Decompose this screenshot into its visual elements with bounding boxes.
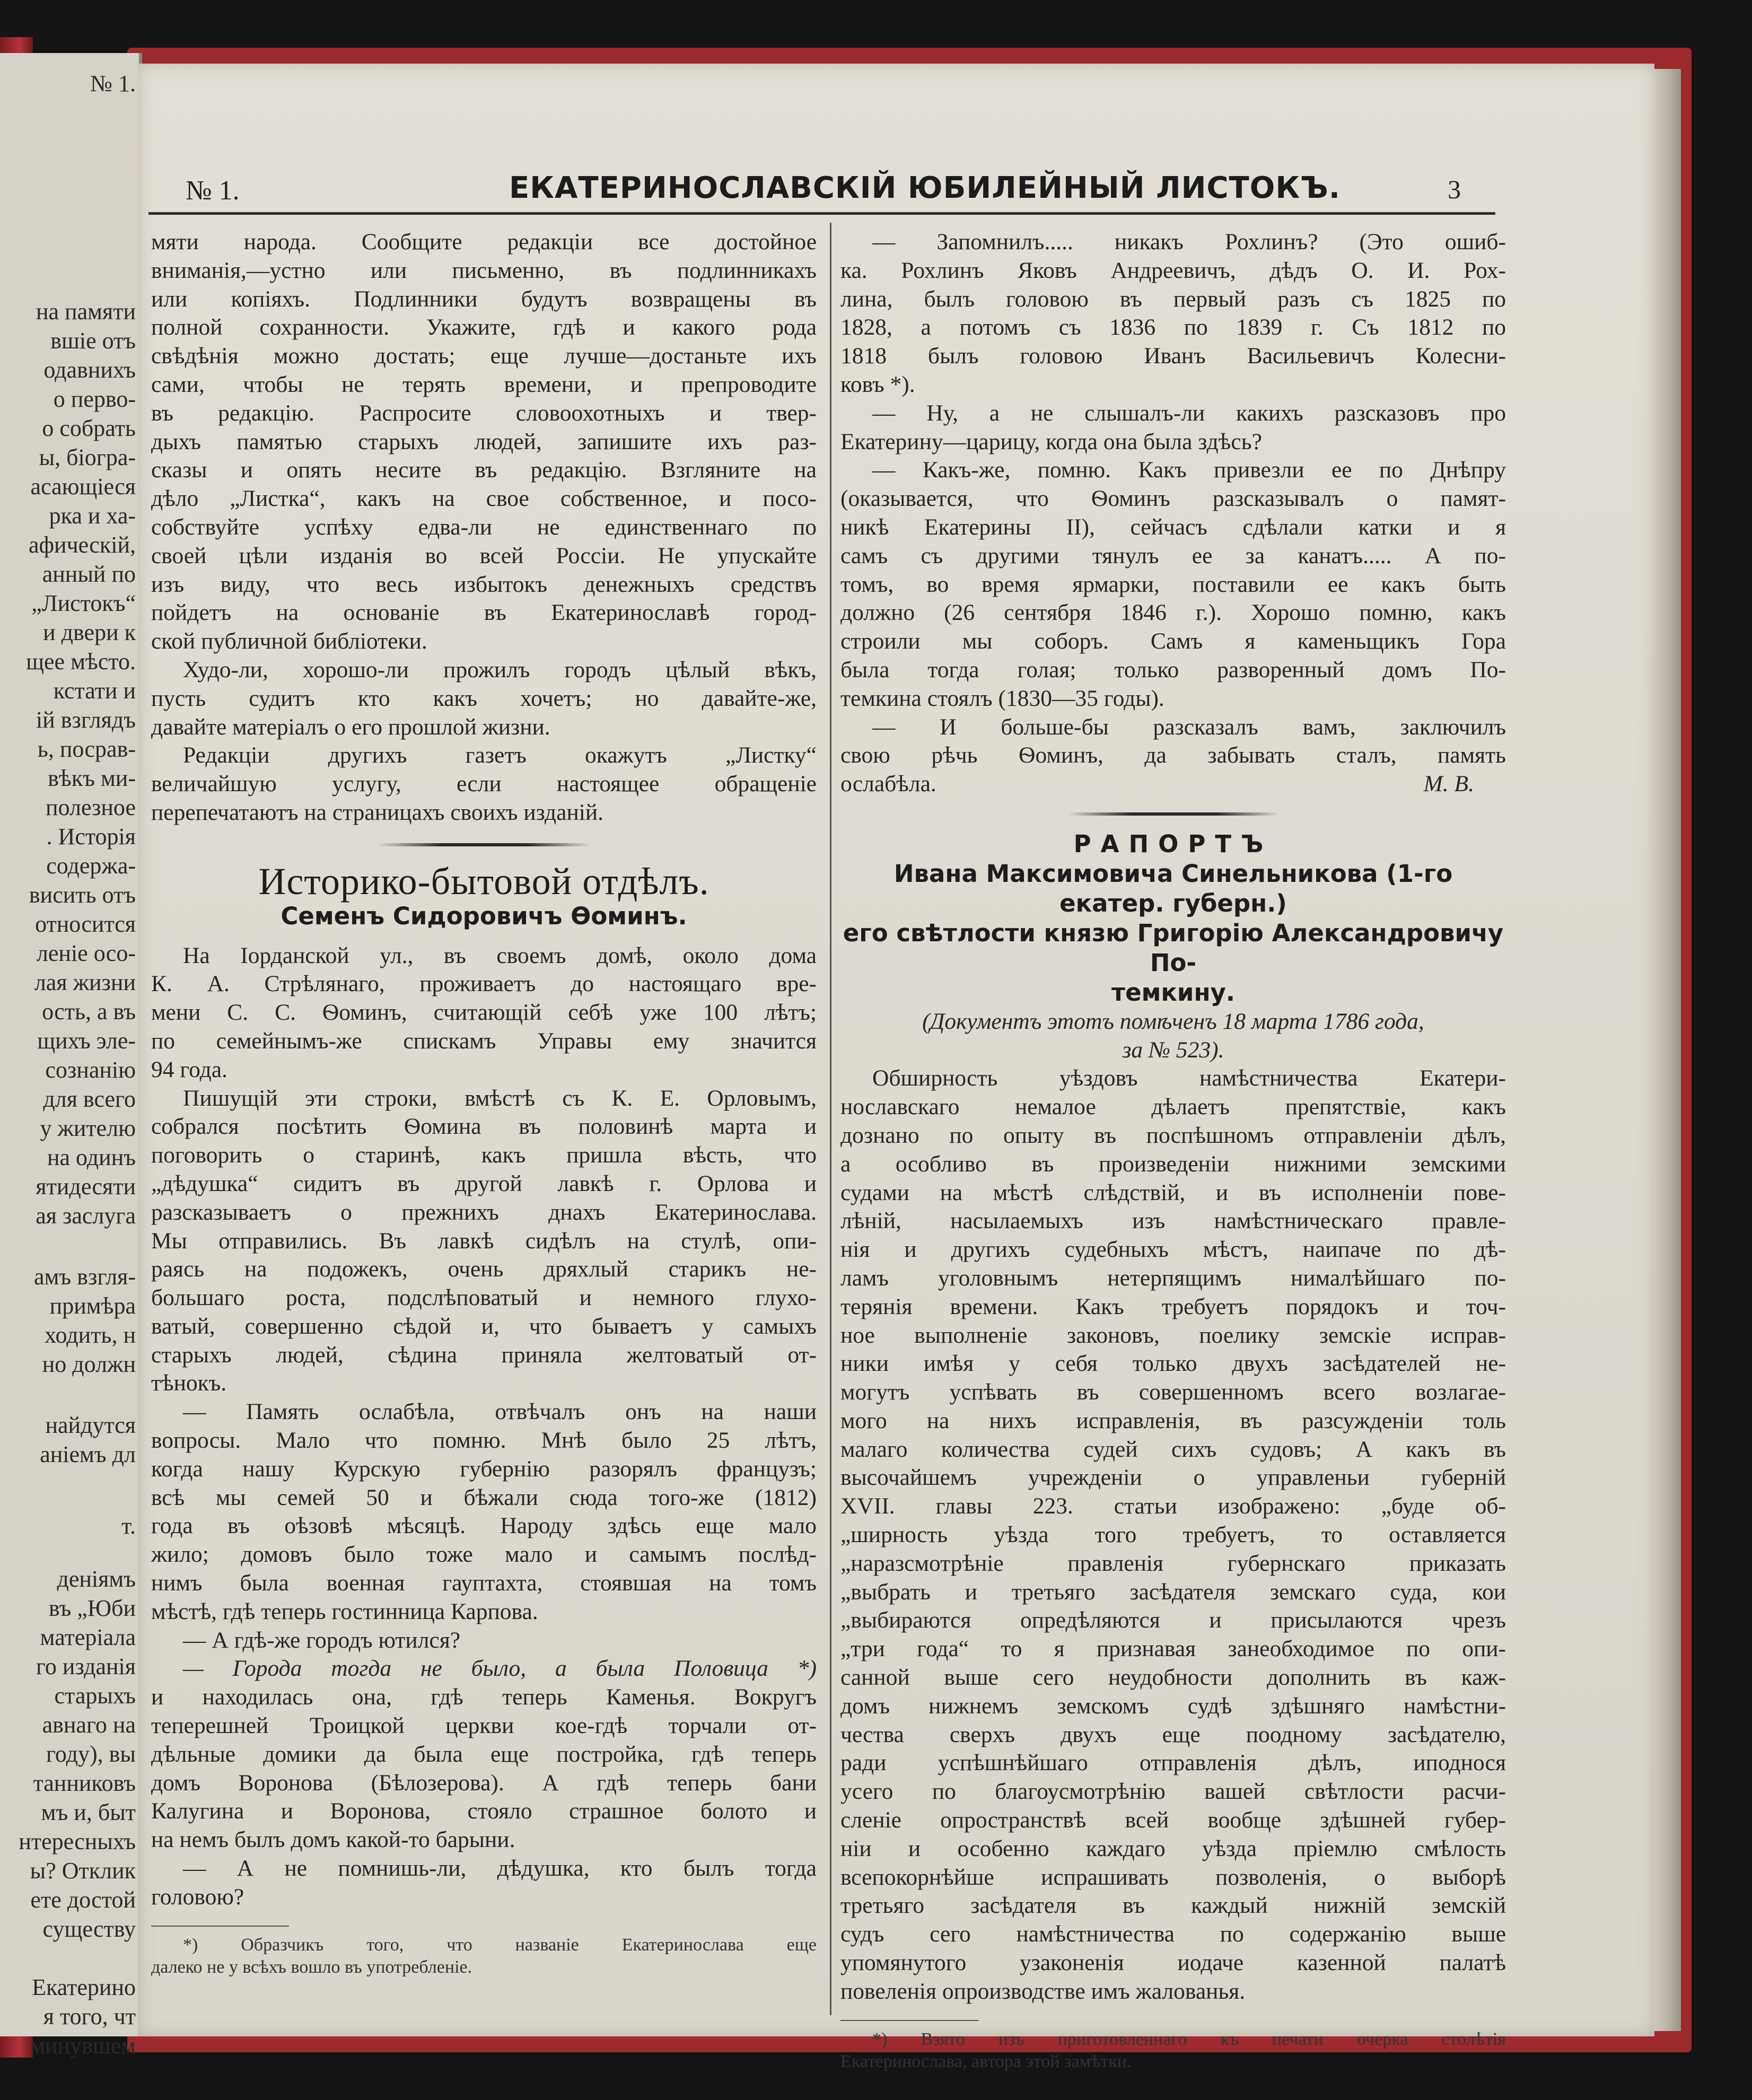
page-number: 3	[1448, 174, 1461, 204]
text-line: 1828, а потомъ съ 1836 по 1839 г. Съ 1812 по	[840, 314, 1506, 340]
header-rule	[148, 212, 1495, 215]
text-line: вниманія,—устно или письменно, въ подлинникахъ	[151, 257, 817, 283]
report-divider	[1067, 812, 1280, 816]
left-footnote	[151, 1934, 817, 1979]
text-line: *) Образчикъ того, что названіе Екатеринослава еще	[183, 1935, 817, 1955]
text-line: по семейнымъ-же спискамъ Управы ему значится	[151, 1028, 817, 1054]
column-divider	[830, 223, 831, 2015]
author-signature: М. В.	[1423, 771, 1474, 797]
prev-page-line: минувшем	[30, 2033, 136, 2059]
text-line: большаго роста, подслѣповатый и немного глухо-	[151, 1285, 817, 1311]
text-line: На Іорданской ул., въ своемъ домѣ, около дома	[183, 942, 817, 968]
intro-paragraph	[151, 228, 817, 656]
prev-page-line: авнаго на	[42, 1712, 136, 1738]
prev-page-line: у жителю	[40, 1115, 136, 1141]
text-line: была тогда голая; только разворенный домъ По-	[840, 657, 1506, 682]
prev-page-line: въ „Юби	[48, 1595, 136, 1621]
prev-page-line: найдутся	[45, 1412, 136, 1438]
article-para-1	[151, 942, 817, 1084]
prev-page-line: лая жизни	[34, 969, 136, 995]
text-line: жило; домовъ было тоже мало и самымъ послѣд-	[151, 1542, 817, 1568]
prev-page-line: висить отъ	[29, 882, 136, 908]
prev-page-line: содержа-	[46, 853, 136, 879]
text-line: въ редакцію. Распросите словоохотныхъ и твер-	[151, 400, 817, 426]
report-subtitle	[840, 859, 1506, 1008]
section-title: Историко-бытовой отдѣлъ.	[258, 860, 709, 903]
prev-page-line: ь, посрав-	[37, 736, 136, 762]
text-line: далеко не у всѣхъ вошло въ употребленіе.	[151, 1957, 472, 1977]
prev-page-line: „Листокъ“	[31, 590, 136, 616]
prev-page-line: одавнихъ	[43, 357, 136, 383]
text-line: — Какъ-же, помню. Какъ привезли ее по Днѣпру	[872, 457, 1506, 483]
text-line: Худо-ли, хорошо-ли прожилъ городъ цѣлый вѣкъ,	[183, 657, 817, 682]
text-line: судами на мѣстѣ слѣдствій, и въ исполненіи пове-	[840, 1179, 1506, 1205]
text-line: санной выше сего неудобности дополнить въ каж-	[840, 1665, 1506, 1691]
prev-page-line: танниковъ	[33, 1770, 136, 1796]
text-line: сленіе опространствѣ всей вообще здѣшней губер-	[840, 1807, 1506, 1833]
paragraph-2	[151, 656, 817, 741]
prev-page-line: ятидесяти	[36, 1174, 136, 1200]
text-line: „ширность уѣзда того требуетъ, то оставляется	[840, 1522, 1506, 1548]
text-line: раясь на подожекъ, очень дряхлый старикъ не-	[151, 1256, 817, 1282]
text-line: собствуйте успѣху едва-ли не единственнаго по	[151, 514, 817, 540]
page-edge-strip	[1654, 69, 1681, 2031]
article-para-6	[151, 1854, 817, 1912]
prev-page-line: щее мѣсто.	[26, 649, 136, 675]
text-line: свою рѣчь Ѳоминъ, да забывать сталъ, память	[840, 742, 1506, 768]
text-line: перепечатаютъ на страницахъ своихъ изданій.	[151, 799, 604, 825]
text-line: дѣло „Листка“, какъ на свое собственное, и посо-	[151, 486, 817, 512]
text-line: дознано по опыту въ поспѣшномъ отправленіи дѣлъ,	[840, 1122, 1506, 1148]
right-footnote	[840, 2028, 1506, 2073]
text-line: за № 523).	[1122, 1037, 1224, 1063]
text-line: К. А. Стрѣлянаго, проживаетъ до настоящаго вре-	[151, 971, 817, 997]
text-line: полной сохранности. Укажите, гдѣ и какого рода	[151, 314, 817, 340]
prev-page-line: асающіеся	[30, 474, 136, 500]
text-line: ка. Рохлинъ Яковъ Андреевичъ, дѣдъ О. И. Рох-	[840, 257, 1506, 283]
text-line: чества сверхъ двухъ еще поодному засѣдателю,	[840, 1721, 1506, 1747]
text-line: года въ оѣзовѣ мѣсяцѣ. Народу здѣсь еще мало	[151, 1513, 817, 1539]
text-line: когда нашу Курскую губернію разорялъ французъ;	[151, 1456, 817, 1482]
text-line: сами, чтобы не терять времени, и препроводите	[151, 371, 817, 397]
text-line: Мы отправились. Въ лавкѣ сидѣлъ на стулѣ, опи-	[151, 1228, 817, 1254]
prev-page-line: деніямъ	[57, 1566, 136, 1592]
previous-page-edge	[0, 53, 142, 2059]
text-line: мѣстѣ, гдѣ теперь гостинница Карпова.	[151, 1598, 538, 1624]
text-line: могутъ успѣвать въ совершенномъ всего возлагае-	[840, 1379, 1506, 1405]
prev-page-line: старыхъ	[54, 1683, 136, 1709]
text-line: пусть судитъ кто какъ хочетъ; но давайте-же,	[151, 685, 817, 711]
text-line: Обширность уѣздовъ намѣстничества Екатери-	[872, 1065, 1506, 1091]
text-line: самъ съ другими тянулъ ее за канатъ..... А по-	[840, 542, 1506, 568]
text-line: ковъ *).	[840, 371, 915, 397]
prev-page-line: существу	[42, 1916, 136, 1942]
left-column	[151, 228, 817, 1979]
text-line: никѣ Екатерины II), сейчасъ сдѣлали катки и я	[840, 514, 1506, 540]
article-para-3	[151, 1398, 817, 1626]
text-line: XVII. главы 223. статьи изображено: „буде об-	[840, 1493, 1506, 1519]
text-line: ской публичной библіотеки.	[151, 628, 427, 654]
text-line: мяти народа. Сообщите редакціи все достойное	[151, 229, 817, 255]
text-line: изъ виду, что весь избытокъ денежныхъ средствъ	[151, 571, 817, 597]
prev-page-line: ость, а въ	[42, 999, 136, 1025]
prev-page-line: полезное	[46, 794, 136, 820]
prev-page-line: нтересныхъ	[19, 1828, 136, 1854]
text-line: старыхъ людей, сѣдина приняла желтоватый от-	[151, 1342, 817, 1368]
text-line: ламъ уголовнымъ нетерпящимъ нималѣйшаго по-	[840, 1265, 1506, 1291]
text-line: — А не помнишь-ли, дѣдушка, кто былъ тогда	[183, 1856, 817, 1882]
text-line: величайшую услугу, если настоящее обращеніе	[151, 771, 817, 797]
prev-page-line: амъ взгля-	[34, 1264, 136, 1290]
interview-para-3	[840, 456, 1506, 713]
prev-page-line: щихъ эле-	[37, 1028, 136, 1054]
prev-page-line: ій взглядъ	[36, 707, 136, 733]
text-line: тѣнокъ.	[151, 1370, 227, 1396]
article-answer-italic: — Города тогда не было, а была Половица *)	[183, 1656, 817, 1682]
text-line: упомянутого узаконенія иодаче казенной палатѣ	[840, 1950, 1506, 1976]
text-line: 1818 былъ головою Иванъ Васильевичъ Колесни-	[840, 343, 1506, 369]
text-line: должно (26 сентября 1846 г.). Хорошо помню, какъ	[840, 600, 1506, 626]
prev-page-line: о перво-	[53, 386, 136, 412]
text-line: Ивана Максимовича Синельникова (1-го екатер. губерн.)	[893, 859, 1453, 917]
text-line: разсказываетъ о прежнихъ днахъ Екатеринослава.	[151, 1199, 817, 1225]
text-line: ватый, совершенно сѣдой и, что бываетъ у самыхъ	[151, 1313, 817, 1339]
prev-page-line: . Исторія	[46, 824, 136, 850]
text-line: „выбираются опредѣляются и присылаются чрезъ	[840, 1607, 1506, 1633]
text-line: Редакціи другихъ газетъ окажутъ „Листку“	[183, 742, 817, 768]
text-line: *) Взято изъ приготовленнаго къ печати очерка столѣтія	[872, 2029, 1506, 2049]
text-line: пойдетъ на основаніе въ Екатеринославѣ город-	[151, 600, 817, 626]
prev-page-line: сознанію	[45, 1057, 136, 1083]
text-line: — Память ослабѣла, отвѣчалъ онъ на наши	[183, 1399, 817, 1425]
text-line: нимъ была военная гауптахта, стоявшая на томъ	[151, 1570, 817, 1596]
prev-page-line: ы? Отклик	[30, 1858, 136, 1884]
text-line: домъ Воронова (Бѣлозерова). А гдѣ теперь бани	[151, 1770, 817, 1796]
prev-page-line: матеріала	[40, 1624, 136, 1650]
text-line: на немъ былъ домъ какой-то барыни.	[151, 1827, 515, 1853]
issue-number: № 1.	[186, 176, 240, 206]
text-line: теперешней Троицкой церкви кое-гдѣ торчали от-	[151, 1713, 817, 1739]
paragraph-3	[151, 741, 817, 827]
text-line: и находилась она, гдѣ теперь Каменья. Вокругъ	[151, 1684, 817, 1710]
text-line: всѣ мы семей 50 и бѣжали сюда того-же (1812)	[151, 1484, 817, 1510]
prev-page-line: ходить, н	[45, 1322, 136, 1348]
text-line: своей цѣли изданія во всей Россіи. Не упускайте	[151, 542, 817, 568]
prev-page-line: вшіе отъ	[50, 328, 136, 354]
report-note	[840, 1008, 1506, 1065]
text-line: малаго количества судей сихъ судовъ; А какъ въ	[840, 1436, 1506, 1462]
prev-page-line: № 1.	[90, 71, 136, 97]
text-line: мого на нихъ исправленія, въ разсужденіи толь	[840, 1407, 1506, 1433]
prev-page-line: рка и ха-	[49, 503, 136, 529]
text-line: „три года“ то я признавая занеобходимое по опи-	[840, 1636, 1506, 1662]
prev-page-line: году), вы	[46, 1741, 136, 1767]
footnote-rule	[840, 2020, 978, 2021]
page-header	[148, 164, 1506, 212]
report-title: РАПОРТЪ	[1073, 829, 1273, 858]
prev-page-line: вѣкъ ми-	[48, 765, 136, 791]
prev-page-line: го изданія	[36, 1653, 136, 1679]
text-line: или копіяхъ. Подлинники будутъ возвращены въ	[151, 286, 817, 312]
text-line: мени С. С. Ѳоминъ, считающій себѣ уже 100 лѣтъ;	[151, 1000, 817, 1026]
text-line: повеленія опроизводстве имъ жалованья.	[840, 1978, 1246, 2004]
article-para-5	[151, 1683, 817, 1854]
prev-page-line: но должн	[42, 1351, 136, 1377]
text-line: нославскаго немалое дѣлаетъ препятствіе, какъ	[840, 1094, 1506, 1120]
text-line: а особливо въ произведеніи нижними земскими	[840, 1151, 1506, 1177]
text-line: (Документъ этотъ помѣченъ 18 марта 1786 года,	[922, 1008, 1424, 1034]
text-line: ное выполненіе законовъ, поелику земскіе исправ-	[840, 1322, 1506, 1348]
text-line: вопросы. Мало что помню. Мнѣ было 25 лѣтъ,	[151, 1428, 817, 1454]
text-line: 94 года.	[151, 1056, 227, 1082]
text-line: (оказывается, что Ѳоминъ разсказывалъ о памят-	[840, 486, 1506, 512]
report-body	[840, 1064, 1506, 2006]
text-line: темкину.	[1111, 978, 1235, 1007]
text-line: дыхъ памятью старыхъ людей, запишите ихъ раз-	[151, 428, 817, 454]
text-line: — Запомнилъ..... никакъ Рохлинъ? (Это ошиб-	[872, 229, 1506, 255]
text-line: Екатеринослава, автора этой замѣтки.	[840, 2051, 1132, 2071]
text-line: „наразсмотрѣніе правленія губернскаго приказать	[840, 1550, 1506, 1576]
prev-page-line: относится	[35, 911, 136, 937]
text-line: третьяго засѣдателя въ каждый нижній земскій	[840, 1893, 1506, 1919]
prev-page-line: на памяти	[36, 299, 136, 325]
text-line: Пишущій эти строки, вмѣстѣ съ К. Е. Орловымъ,	[183, 1085, 817, 1111]
text-line: лина, былъ головою въ первый разъ съ 1825 по	[840, 286, 1506, 312]
text-line: ники имѣя у себя только двухъ засѣдателей не-	[840, 1351, 1506, 1377]
interview-para-2	[840, 399, 1506, 457]
text-line: нія и другихъ судебныхъ мѣстъ, наипаче по дѣ-	[840, 1237, 1506, 1263]
text-line: томъ, во время ярмарки, поставили ее какъ быть	[840, 571, 1506, 597]
prev-page-line: на одинъ	[47, 1144, 136, 1170]
prev-page-line: о собрать	[42, 415, 136, 441]
text-line: головою?	[151, 1884, 244, 1910]
article-para-2	[151, 1084, 817, 1398]
prev-page-line: ы, біогра-	[39, 444, 136, 470]
prev-page-line: для всего	[43, 1086, 136, 1112]
interview-para-1	[840, 228, 1506, 399]
prev-page-line: кстати и	[53, 678, 136, 704]
text-line: поговорить о старинѣ, какъ пришла вѣсть, что	[151, 1142, 817, 1168]
text-line: Екатерину—царицу, когда она была здѣсь?	[840, 428, 1262, 454]
text-line: строили мы соборъ. Самъ я каменьщикъ Гора	[840, 628, 1506, 654]
prev-page-line: аніемъ дл	[40, 1441, 136, 1467]
text-line: его свѣтлости князю Григорію Александровичу По-	[843, 918, 1504, 977]
prev-page-line: ете достой	[30, 1887, 136, 1913]
prev-page-line: мъ и, быт	[41, 1799, 136, 1825]
text-line: давайте матеріалъ о его прошлой жизни.	[151, 714, 550, 740]
prev-page-line: примѣра	[49, 1293, 136, 1319]
prev-page-line: и двери к	[43, 619, 136, 645]
prev-page-line: ая заслуга	[36, 1203, 136, 1229]
footnote-rule	[151, 1926, 289, 1927]
prev-page-line: Екатерино	[32, 1974, 136, 2000]
text-line: высочайшемъ учрежденіи о управленьи губерній	[840, 1465, 1506, 1491]
article-title: Семенъ Сидоровичъ Ѳоминъ.	[281, 902, 687, 930]
text-line: усего по благоусмотрѣнію вашей свѣтлости расчи-	[840, 1779, 1506, 1805]
text-line: домъ нижнемъ земскомъ судѣ здѣшняго намѣстни-	[840, 1693, 1506, 1719]
text-line: темкина стоялъ (1830—35 годы).	[840, 685, 1164, 711]
text-line: собрался посѣтить Ѳомина въ половинѣ марта и	[151, 1114, 817, 1140]
text-line: — И больше-бы разсказалъ вамъ, заключилъ	[872, 714, 1506, 740]
text-line: судъ сего намѣстничества по содержанію выше	[840, 1921, 1506, 1947]
newspaper-title: ЕКАТЕРИНОСЛАВСКІЙ ЮБИЛЕЙНЫЙ ЛИСТОКЪ.	[509, 171, 1341, 205]
text-line: „дѣдушка“ сидитъ въ другой лавкѣ г. Орлова и	[151, 1170, 817, 1196]
prev-page-line: афическій,	[28, 532, 136, 558]
section-divider	[378, 843, 590, 846]
text-line: Калугина и Воронова, стояло страшное болото и	[151, 1798, 817, 1824]
text-line: терянія времени. Какъ требуетъ порядокъ и точ-	[840, 1293, 1506, 1319]
right-column	[840, 228, 1506, 2073]
text-line: сказы и опять несите въ редакцію. Взгляните на	[151, 457, 817, 483]
text-line: ослабѣла.	[840, 771, 936, 797]
prev-page-line: т.	[121, 1513, 136, 1539]
text-line: всепокорнѣйше испрашивать позволенія, о выборѣ	[840, 1864, 1506, 1890]
prev-page-line: анный по	[42, 561, 136, 587]
text-line: свѣдѣнія можно достать; еще лучше—достаньте ихъ	[151, 343, 817, 369]
text-line: лѣній, насылаемыхъ изъ намѣстническаго правле-	[840, 1208, 1506, 1234]
article-question: — А гдѣ-же городъ ютился?	[183, 1627, 461, 1653]
text-line: — Ну, а не слышалъ-ли какихъ разсказовъ про	[872, 400, 1506, 426]
text-line: „выбрать и третьяго засѣдателя земскаго суда, кои	[840, 1579, 1506, 1605]
text-line: ради успѣшнѣйшаго отправленія дѣлъ, иподнося	[840, 1750, 1506, 1776]
prev-page-line: я того, чт	[43, 2003, 136, 2029]
text-line: дѣльные домики да была еще постройка, гдѣ теперь	[151, 1741, 817, 1767]
text-line: ніи и особенно каждаго уѣзда пріемлю смѣлость	[840, 1835, 1506, 1861]
prev-page-line: леніе осо-	[36, 940, 136, 966]
